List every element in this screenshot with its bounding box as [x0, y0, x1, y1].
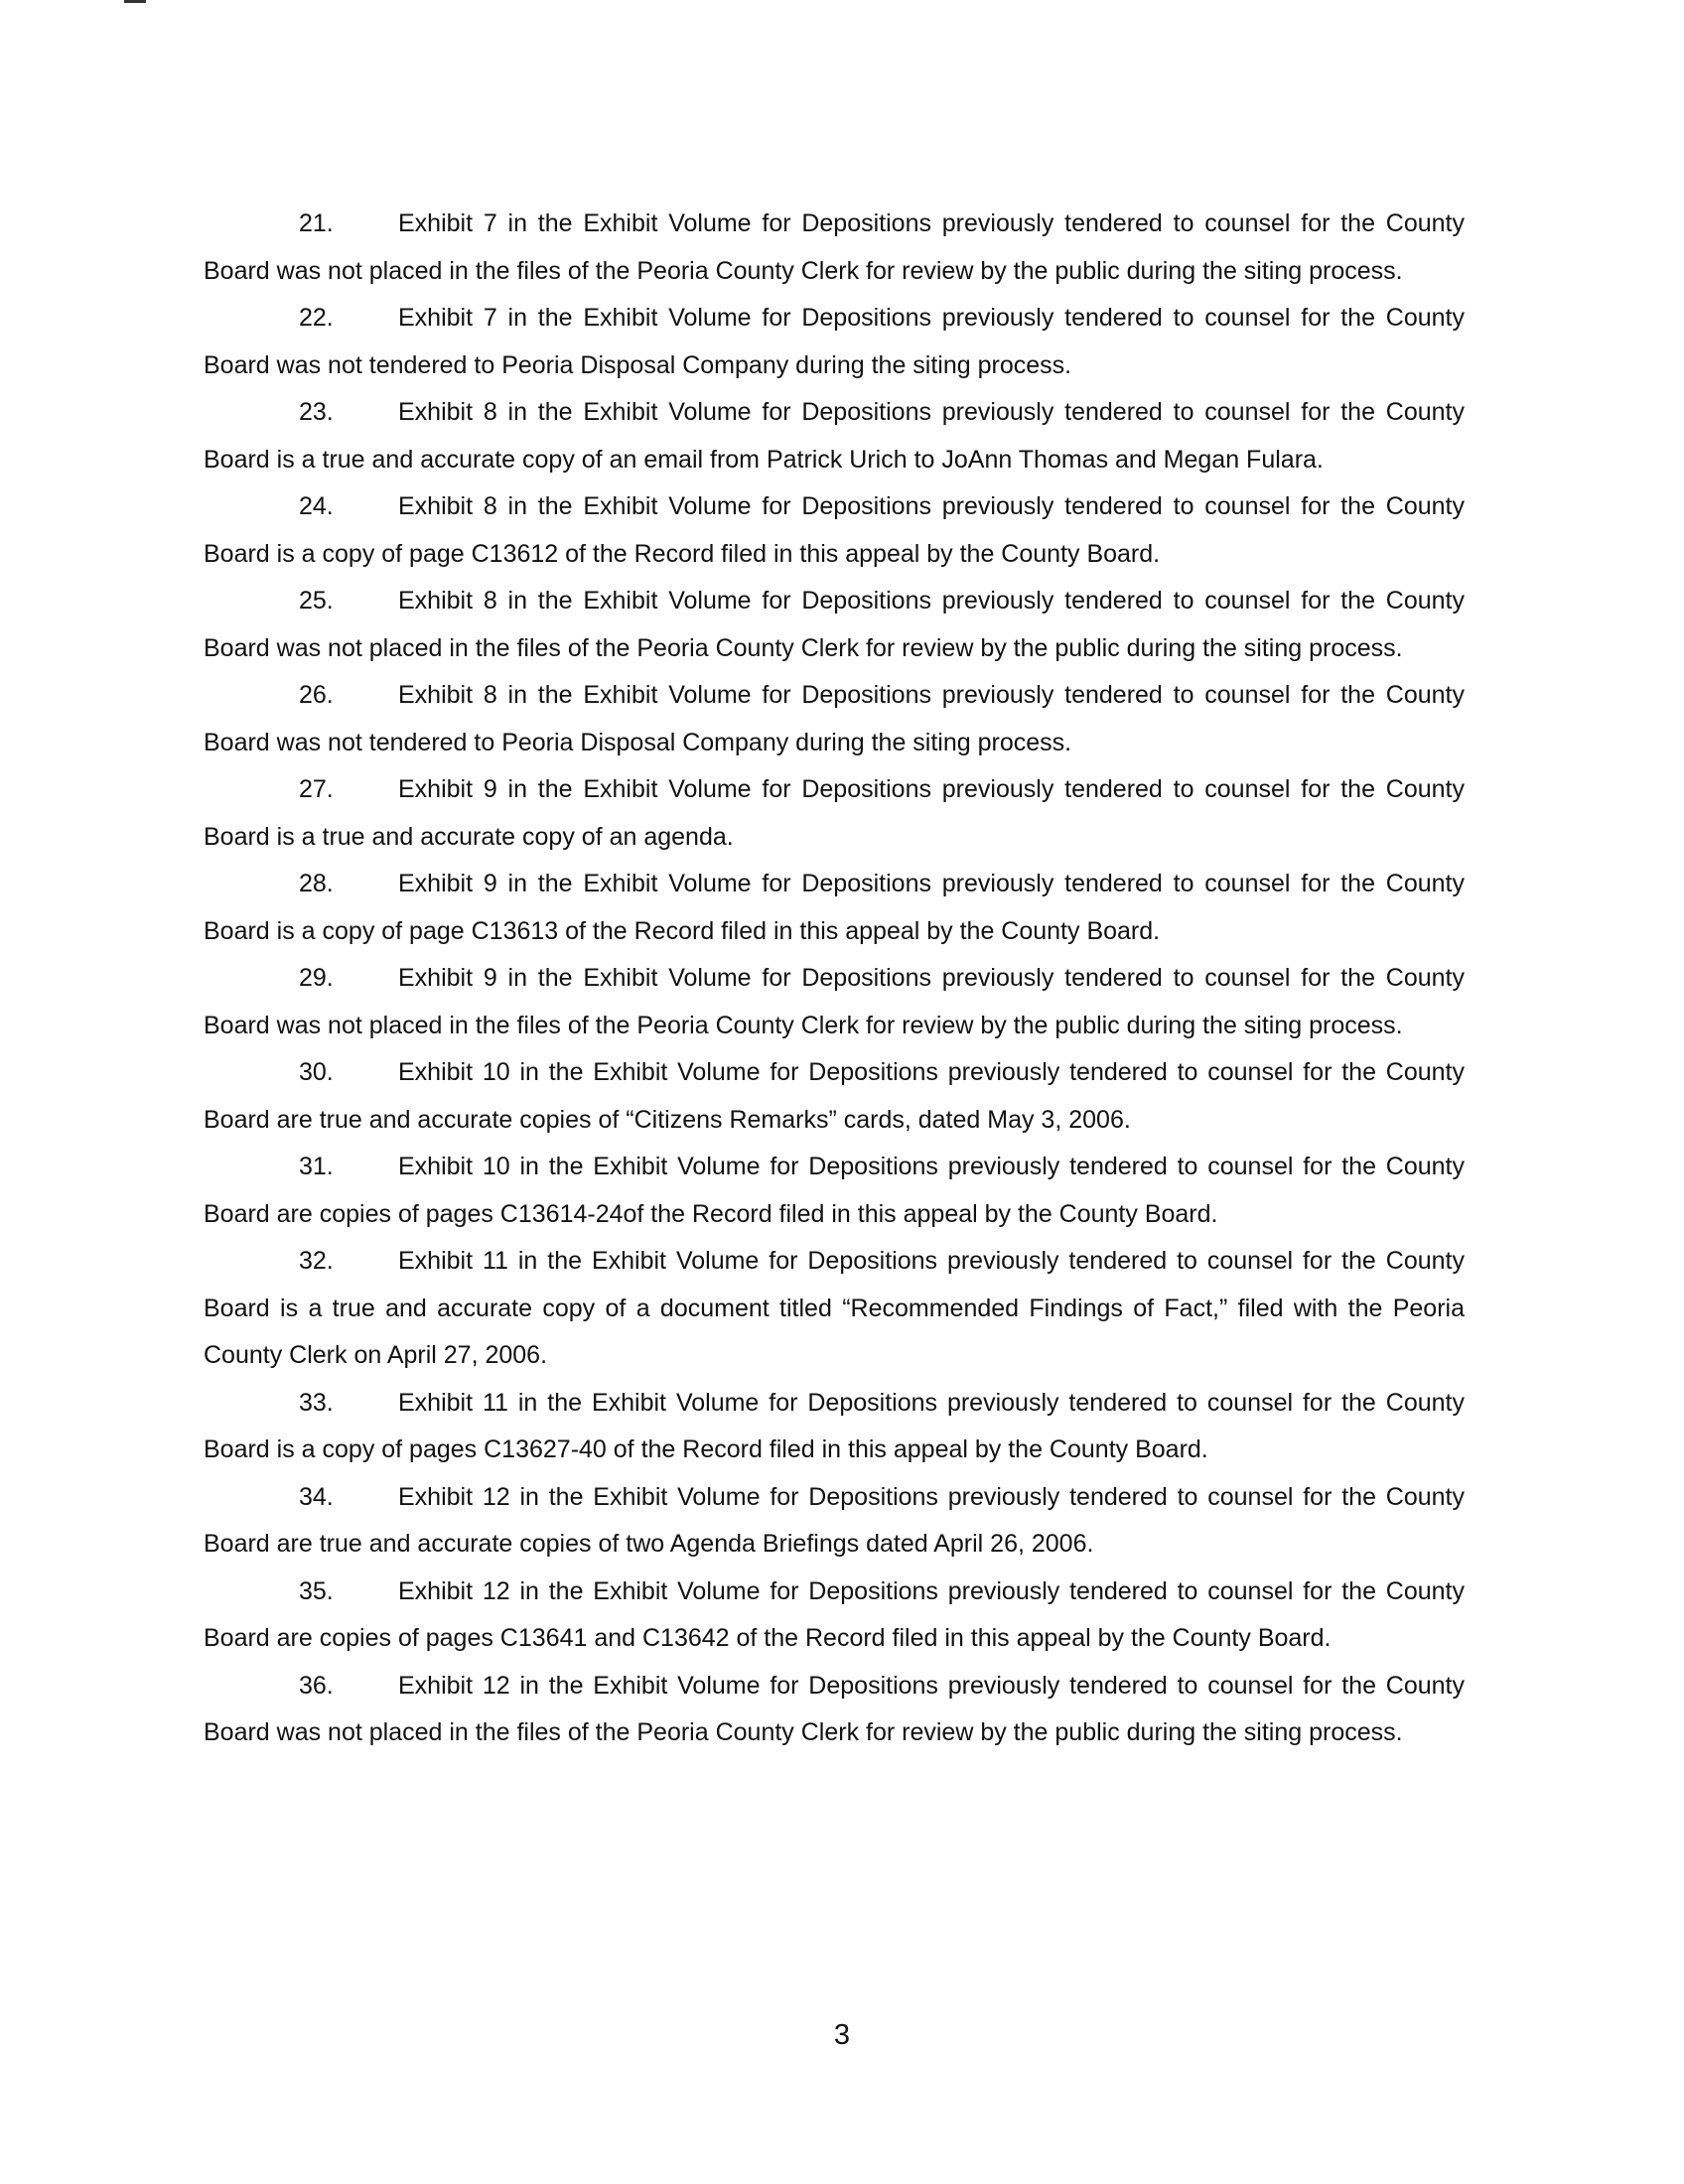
paragraph-number: 29.: [299, 964, 334, 992]
paragraph: [204, 578, 1465, 672]
paragraph-number: 31.: [299, 1153, 334, 1180]
document-body: [204, 201, 1465, 1757]
paragraph: [204, 201, 1465, 295]
paragraph: [204, 295, 1465, 389]
paragraph-number: 21.: [299, 209, 334, 237]
paragraph-text: Exhibit 10 in the Exhibit Volume for Depositions previously tendered to counsel for the County Board are true and accurate copies of “Citizens Remarks” cards, dated May 3, 2006.: [204, 1058, 1465, 1134]
paragraph-text: Exhibit 11 in the Exhibit Volume for Depositions previously tendered to counsel for the County Board is a copy of pages C13627-40 of the Record filed in this appeal by the County Board.: [204, 1388, 1465, 1463]
paragraph-text: Exhibit 8 in the Exhibit Volume for Depositions previously tendered to counsel for the County Board is a true and accurate copy of an email from Patrick Urich to JoAnn Thomas and Megan Fulara.: [204, 398, 1465, 474]
paragraph: [204, 955, 1465, 1049]
paragraph: [204, 389, 1465, 483]
paragraph-text: Exhibit 9 in the Exhibit Volume for Depositions previously tendered to counsel for the County Board is a true and accurate copy of an agenda.: [204, 775, 1465, 851]
paragraph-text: Exhibit 9 in the Exhibit Volume for Depositions previously tendered to counsel for the County Board is a copy of page C13613 of the Record filed in this appeal by the County Board.: [204, 870, 1465, 945]
paragraph-text: Exhibit 9 in the Exhibit Volume for Depositions previously tendered to counsel for the County Board was not placed in the files of the Peoria County Clerk for review by the public during the siting process.: [204, 964, 1465, 1039]
paragraph-number: 26.: [299, 681, 334, 709]
paragraph-number: 34.: [299, 1482, 334, 1511]
paragraph-number: 33.: [299, 1388, 334, 1417]
paragraph: [204, 483, 1465, 578]
page-number: 3: [833, 2019, 851, 2051]
paragraph-text: Exhibit 10 in the Exhibit Volume for Depositions previously tendered to counsel for the County Board are copies of pages C13614-24of the Record filed in this appeal by the County Board.: [204, 1153, 1465, 1228]
paragraph-number: 36.: [299, 1671, 334, 1700]
paragraph-number: 27.: [299, 775, 334, 803]
paragraph-number: 23.: [299, 398, 334, 426]
paragraph: [204, 1238, 1465, 1380]
paragraph: [204, 1380, 1465, 1474]
paragraph-text: Exhibit 8 in the Exhibit Volume for Depositions previously tendered to counsel for the County Board was not tendered to Peoria Disposal Company during the siting process.: [204, 681, 1465, 756]
paragraph-text: Exhibit 12 in the Exhibit Volume for Depositions previously tendered to counsel for the County Board was not placed in the files of the Peoria County Clerk for review by the public during the siting process.: [204, 1671, 1465, 1746]
paragraph-number: 25.: [299, 587, 334, 614]
paragraph: [204, 1569, 1465, 1663]
paragraph-number: 22.: [299, 304, 334, 332]
paragraph-text: Exhibit 8 in the Exhibit Volume for Depositions previously tendered to counsel for the County Board was not placed in the files of the Peoria County Clerk for review by the public during the siting process.: [204, 587, 1465, 662]
paragraph-text: Exhibit 7 in the Exhibit Volume for Depositions previously tendered to counsel for the County Board was not placed in the files of the Peoria County Clerk for review by the public during the siting process.: [204, 209, 1465, 285]
paragraph-number: 35.: [299, 1576, 334, 1605]
paragraph-number: 28.: [299, 870, 334, 897]
paragraph-text: Exhibit 11 in the Exhibit Volume for Depositions previously tendered to counsel for the County Board is a true and accurate copy of a document titled “Recommended Findings of Fact,” filed with the Peoria County Clerk on April 27, 2006.: [204, 1247, 1465, 1369]
paragraph-number: 30.: [299, 1058, 334, 1086]
paragraph-text: Exhibit 7 in the Exhibit Volume for Depositions previously tendered to counsel for the County Board was not tendered to Peoria Disposal Company during the siting process.: [204, 304, 1465, 379]
paragraph: [204, 1474, 1465, 1569]
paragraph: [204, 1144, 1465, 1238]
paragraph: [204, 1049, 1465, 1144]
scan-artifact: [124, 0, 146, 3]
paragraph: [204, 861, 1465, 955]
paragraph-number: 32.: [299, 1247, 334, 1275]
paragraph-text: Exhibit 12 in the Exhibit Volume for Depositions previously tendered to counsel for the County Board are copies of pages C13641 and C13642 of the Record filed in this appeal by the County Board.: [204, 1576, 1465, 1652]
paragraph: [204, 672, 1465, 766]
paragraph: [204, 1663, 1465, 1757]
paragraph-text: Exhibit 8 in the Exhibit Volume for Depositions previously tendered to counsel for the County Board is a copy of page C13612 of the Record filed in this appeal by the County Board.: [204, 492, 1465, 568]
paragraph: [204, 766, 1465, 861]
paragraph-number: 24.: [299, 492, 334, 520]
paragraph-text: Exhibit 12 in the Exhibit Volume for Depositions previously tendered to counsel for the County Board are true and accurate copies of two Agenda Briefings dated April 26, 2006.: [204, 1482, 1465, 1558]
